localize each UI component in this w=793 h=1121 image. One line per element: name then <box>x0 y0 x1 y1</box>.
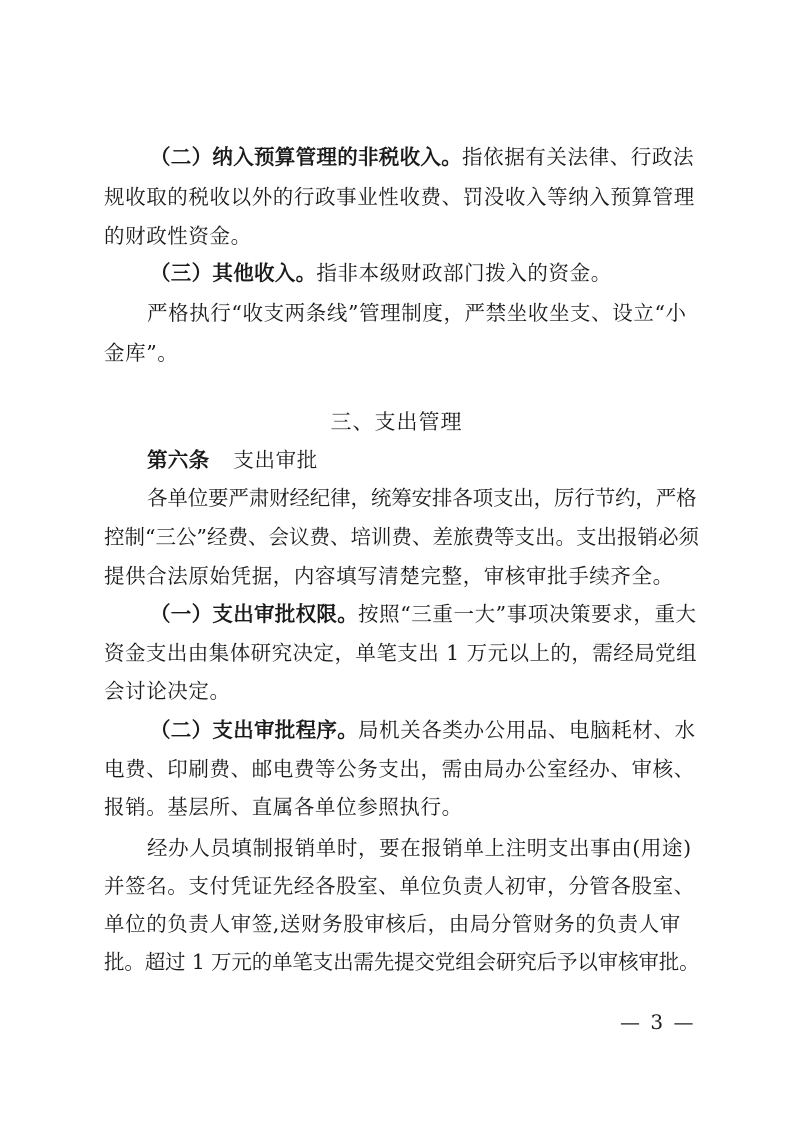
paragraph-nontax-line2: 规收取的税收以外的行政事业性收费、罚没收入等纳入预算管理 <box>104 185 695 209</box>
item-2-line1 <box>150 716 696 744</box>
article-6-title: 支出审批 <box>233 448 318 472</box>
article-6-label: 第六条 <box>147 448 210 472</box>
paragraph-nontax-line1 <box>150 143 694 171</box>
paragraph-strict-line1: 严格执行“收支两条线”管理制度，严禁坐收坐支、设立“小 <box>147 301 687 325</box>
paragraph-strict-line2: 金库”。 <box>104 341 179 365</box>
paragraph-units-line3: 提供合法原始凭据，内容填写清楚完整，审核审批手续齐全。 <box>104 564 674 588</box>
section-heading: 三、支出管理 <box>330 410 463 434</box>
paragraph-handler-line4: 批。超过 1 万元的单笔支出需先提交党组会研究后予以审核审批。 <box>104 950 700 974</box>
item-1-heading: （一）支出审批权限。 <box>150 602 358 626</box>
other-income-heading: （三）其他收入。 <box>150 261 317 285</box>
nontax-heading: （二）纳入预算管理的非税收入。 <box>150 145 462 169</box>
paragraph-handler-line3: 单位的负责人审签,送财务股审核后，由局分管财务的负责人审 <box>104 912 681 936</box>
other-income-text: 指非本级财政部门拨入的资金。 <box>316 261 612 285</box>
paragraph-units-line2: 控制“三公”经费、会议费、培训费、差旅费等支出。支出报销必须 <box>104 525 699 549</box>
item-1-text: 按照“三重一大”事项决策要求，重大 <box>358 602 697 626</box>
paragraph-handler-line2: 并签名。支付凭证先经各股室、单位负责人初审，分管各股室、 <box>104 874 695 898</box>
item-2-line2: 电费、印刷费、邮电费等公务支出，需由局办公室经办、审核、 <box>104 757 695 781</box>
item-1-line2: 资金支出由集体研究决定，单笔支出 1 万元以上的，需经局党组 <box>104 641 698 665</box>
item-1-line3: 会讨论决定。 <box>104 679 231 703</box>
item-2-line3: 报销。基层所、直属各单位参照执行。 <box>104 795 463 819</box>
item-1-line1 <box>150 600 697 628</box>
item-2-heading: （二）支出审批程序。 <box>150 718 358 742</box>
paragraph-nontax-line3: 的财政性资金。 <box>104 224 252 248</box>
paragraph-other-income <box>150 259 612 287</box>
item-2-text: 局机关各类办公用品、电脑耗材、水 <box>358 718 696 742</box>
nontax-text: 指依据有关法律、行政法 <box>462 145 695 169</box>
page-number: — 3 — <box>620 1010 696 1034</box>
article-6-heading <box>147 446 318 474</box>
paragraph-handler-line1: 经办人员填制报销单时，要在报销单上注明支出事由(用途) <box>147 836 692 860</box>
paragraph-units-line1: 各单位要严肃财经纪律，统筹安排各项支出，厉行节约，严格 <box>147 486 697 510</box>
